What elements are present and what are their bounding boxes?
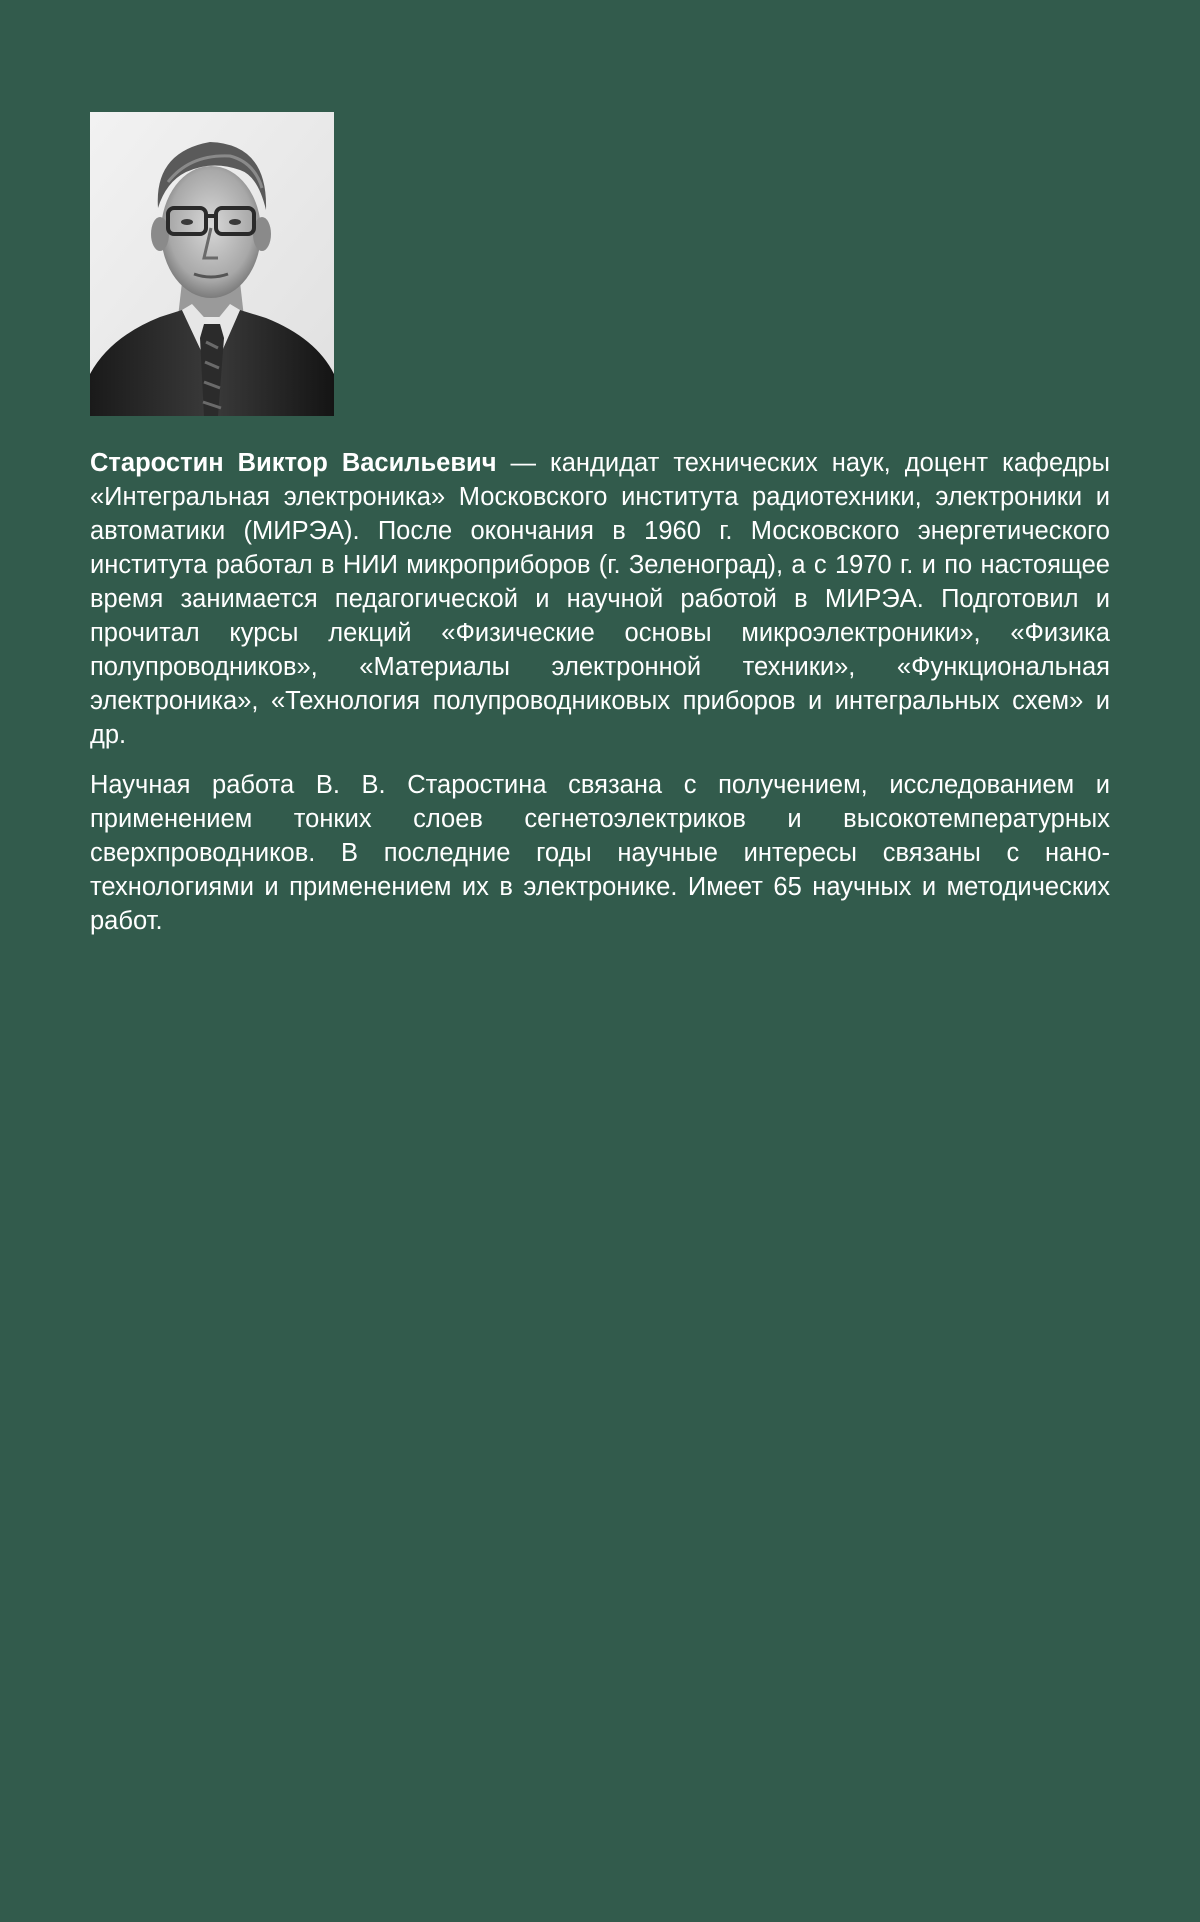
author-portrait — [90, 112, 334, 416]
author-name: Старостин Виктор Васильевич — [90, 449, 497, 477]
bio-paragraph-1-text: — кандидат технических наук, доцент кафедры «Интегральная электроника» Московского института радиотехники, электроники и автоматики (МИРЭА). После окончания в 1960 г. Московского энергетического института работал в НИИ микроприборов (г. Зеленоград), а с 1970 г. и по настоящее время занимается педагогической и научной работой в МИРЭА. Подготовил и прочитал курсы лекций «Физические основы микроэлектроники», «Физика полупроводников», «Материалы электронной техники», «Функциональная электроника», «Технология полупроводниковых приборов и интегральных схем» и др. — [90, 449, 1110, 749]
bio-paragraph-1 — [90, 446, 1110, 752]
bio-paragraph-2: Научная работа В. В. Старостина связана с получением, исследованием и применением тонких слоев сегнетоэлектриков и высокотемпературных сверхпроводников. В последние годы научные интересы связаны с нанотехнологиями и применением их в электронике. Имеет 65 научных и методических работ. — [90, 771, 1110, 935]
author-bio — [90, 446, 1110, 938]
